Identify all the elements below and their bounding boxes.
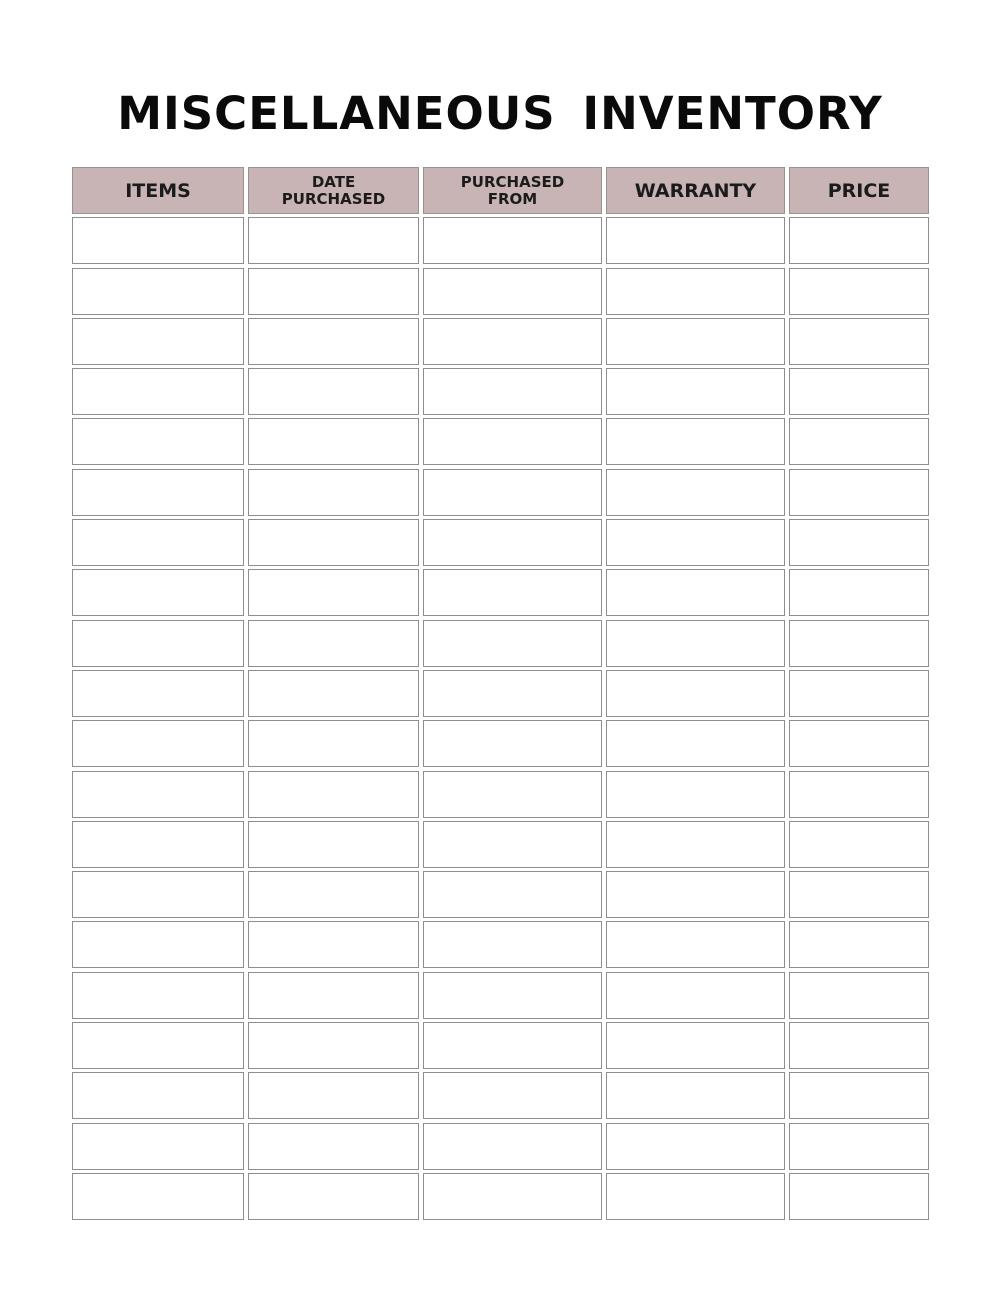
table-cell-warranty[interactable] [606, 1123, 785, 1170]
column-header-warranty [606, 167, 785, 214]
table-cell-items[interactable] [72, 771, 244, 818]
table-cell-purchased-from[interactable] [423, 1022, 602, 1069]
table-cell-date-purchased[interactable] [248, 771, 419, 818]
table-cell-purchased-from[interactable] [423, 519, 602, 566]
table-cell-purchased-from[interactable] [423, 771, 602, 818]
table-cell-price[interactable] [789, 720, 929, 767]
table-cell-date-purchased[interactable] [248, 670, 419, 717]
table-cell-date-purchased[interactable] [248, 318, 419, 365]
table-cell-items[interactable] [72, 368, 244, 415]
table-cell-date-purchased[interactable] [248, 217, 419, 264]
table-cell-warranty[interactable] [606, 318, 785, 365]
table-cell-warranty[interactable] [606, 469, 785, 516]
table-cell-items[interactable] [72, 318, 244, 365]
table-cell-warranty[interactable] [606, 418, 785, 465]
table-cell-purchased-from[interactable] [423, 1123, 602, 1170]
table-cell-purchased-from[interactable] [423, 620, 602, 667]
table-row [72, 1072, 929, 1119]
table-cell-price[interactable] [789, 1173, 929, 1220]
table-cell-price[interactable] [789, 871, 929, 918]
table-row [72, 620, 929, 667]
table-cell-items[interactable] [72, 821, 244, 868]
table-cell-items[interactable] [72, 1123, 244, 1170]
table-cell-warranty[interactable] [606, 720, 785, 767]
table-cell-warranty[interactable] [606, 821, 785, 868]
table-cell-items[interactable] [72, 620, 244, 667]
table-cell-items[interactable] [72, 670, 244, 717]
table-cell-purchased-from[interactable] [423, 921, 602, 968]
table-row [72, 771, 929, 818]
table-cell-items[interactable] [72, 1173, 244, 1220]
column-header-date-purchased-label: DATE PURCHASED [281, 172, 386, 208]
table-cell-purchased-from[interactable] [423, 972, 602, 1019]
table-cell-price[interactable] [789, 569, 929, 616]
table-cell-warranty[interactable] [606, 972, 785, 1019]
table-cell-price[interactable] [789, 620, 929, 667]
table-cell-items[interactable] [72, 418, 244, 465]
table-cell-date-purchased[interactable] [248, 1173, 419, 1220]
table-cell-items[interactable] [72, 1022, 244, 1069]
table-row [72, 821, 929, 868]
table-cell-items[interactable] [72, 519, 244, 566]
table-cell-purchased-from[interactable] [423, 821, 602, 868]
table-cell-warranty[interactable] [606, 217, 785, 264]
table-cell-warranty[interactable] [606, 921, 785, 968]
table-cell-warranty[interactable] [606, 1072, 785, 1119]
table-cell-date-purchased[interactable] [248, 620, 419, 667]
table-cell-purchased-from[interactable] [423, 469, 602, 516]
column-header-price-label: PRICE [827, 179, 891, 202]
table-cell-price[interactable] [789, 771, 929, 818]
table-cell-items[interactable] [72, 569, 244, 616]
table-cell-purchased-from[interactable] [423, 871, 602, 918]
table-cell-warranty[interactable] [606, 368, 785, 415]
table-cell-warranty[interactable] [606, 871, 785, 918]
table-cell-items[interactable] [72, 1072, 244, 1119]
table-row [72, 972, 929, 1019]
table-cell-items[interactable] [72, 217, 244, 264]
table-cell-items[interactable] [72, 268, 244, 315]
column-header-purchased-from [423, 167, 602, 214]
table-cell-price[interactable] [789, 368, 929, 415]
table-cell-purchased-from[interactable] [423, 720, 602, 767]
table-cell-date-purchased[interactable] [248, 469, 419, 516]
table-cell-warranty[interactable] [606, 519, 785, 566]
table-cell-date-purchased[interactable] [248, 821, 419, 868]
table-row [72, 670, 929, 717]
table-body [72, 217, 929, 1220]
table-cell-price[interactable] [789, 318, 929, 365]
table-row [72, 720, 929, 767]
table-row [72, 519, 929, 566]
table-cell-price[interactable] [789, 972, 929, 1019]
table-cell-warranty[interactable] [606, 1173, 785, 1220]
table-cell-price[interactable] [789, 821, 929, 868]
table-cell-date-purchased[interactable] [248, 519, 419, 566]
table-cell-items[interactable] [72, 720, 244, 767]
table-row [72, 569, 929, 616]
table-cell-price[interactable] [789, 519, 929, 566]
table-cell-price[interactable] [789, 1022, 929, 1069]
table-cell-date-purchased[interactable] [248, 871, 419, 918]
column-header-price [789, 167, 929, 214]
table-cell-warranty[interactable] [606, 268, 785, 315]
table-cell-date-purchased[interactable] [248, 1072, 419, 1119]
table-row [72, 318, 929, 365]
table-cell-price[interactable] [789, 469, 929, 516]
table-cell-price[interactable] [789, 217, 929, 264]
table-cell-date-purchased[interactable] [248, 268, 419, 315]
table-row [72, 871, 929, 918]
table-cell-purchased-from[interactable] [423, 569, 602, 616]
table-cell-purchased-from[interactable] [423, 217, 602, 264]
table-row [72, 418, 929, 465]
table-cell-date-purchased[interactable] [248, 921, 419, 968]
table-cell-purchased-from[interactable] [423, 1072, 602, 1119]
table-cell-price[interactable] [789, 1072, 929, 1119]
table-cell-date-purchased[interactable] [248, 418, 419, 465]
table-row [72, 268, 929, 315]
table-row [72, 1123, 929, 1170]
table-cell-price[interactable] [789, 268, 929, 315]
table-cell-warranty[interactable] [606, 670, 785, 717]
table-cell-date-purchased[interactable] [248, 1022, 419, 1069]
table-cell-price[interactable] [789, 921, 929, 968]
table-cell-purchased-from[interactable] [423, 318, 602, 365]
table-cell-date-purchased[interactable] [248, 720, 419, 767]
table-cell-warranty[interactable] [606, 620, 785, 667]
table-cell-purchased-from[interactable] [423, 1173, 602, 1220]
table-cell-date-purchased[interactable] [248, 569, 419, 616]
table-cell-items[interactable] [72, 469, 244, 516]
table-row [72, 469, 929, 516]
table-row [72, 1022, 929, 1069]
table-cell-warranty[interactable] [606, 771, 785, 818]
table-cell-purchased-from[interactable] [423, 670, 602, 717]
table-cell-price[interactable] [789, 670, 929, 717]
column-header-date-purchased [248, 167, 419, 214]
table-row [72, 217, 929, 264]
table-cell-date-purchased[interactable] [248, 972, 419, 1019]
table-row [72, 368, 929, 415]
table-cell-date-purchased[interactable] [248, 1123, 419, 1170]
table-cell-price[interactable] [789, 418, 929, 465]
table-cell-warranty[interactable] [606, 569, 785, 616]
column-header-items-label: ITEMS [125, 179, 191, 202]
table-row [72, 1173, 929, 1220]
table-cell-items[interactable] [72, 871, 244, 918]
table-cell-purchased-from[interactable] [423, 418, 602, 465]
table-cell-items[interactable] [72, 921, 244, 968]
table-row [72, 921, 929, 968]
column-header-items [72, 167, 244, 214]
column-header-warranty-label: WARRANTY [634, 179, 757, 202]
table-cell-purchased-from[interactable] [423, 368, 602, 415]
column-header-purchased-from-label: PURCHASED FROM [460, 172, 565, 208]
table-cell-warranty[interactable] [606, 1022, 785, 1069]
table-cell-purchased-from[interactable] [423, 268, 602, 315]
inventory-table [72, 167, 929, 1223]
table-cell-date-purchased[interactable] [248, 368, 419, 415]
table-cell-price[interactable] [789, 1123, 929, 1170]
table-header-row [72, 167, 929, 214]
table-cell-items[interactable] [72, 972, 244, 1019]
page-title: MISCELLANEOUS INVENTORY [117, 87, 883, 140]
